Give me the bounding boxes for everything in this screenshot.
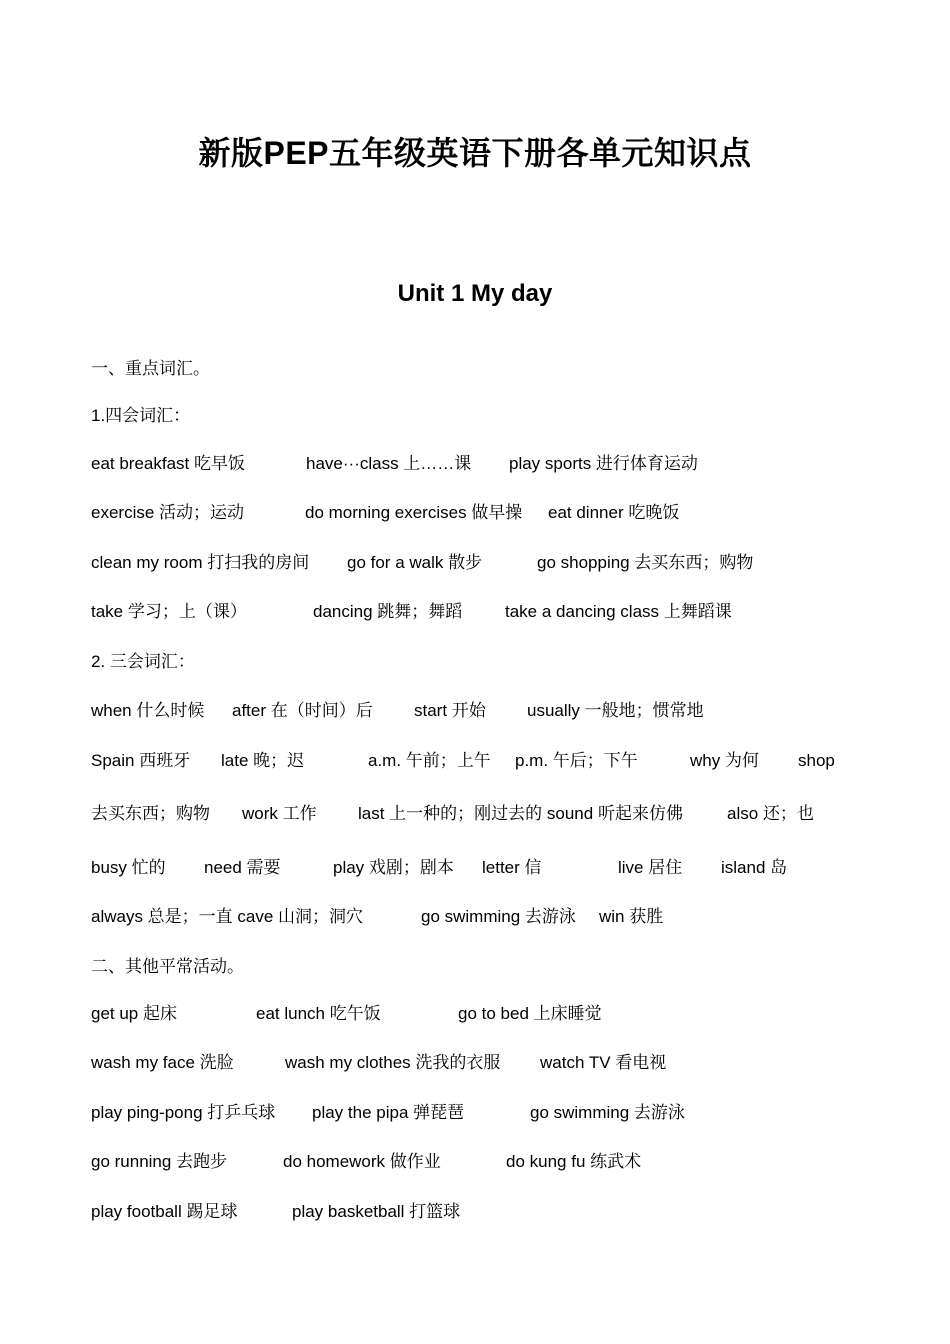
vocab-entry: exercise 活动；运动 (91, 503, 245, 522)
vocab-entry: Spain 西班牙 (91, 751, 191, 770)
vocab-entry: wash my face 洗脸 (91, 1053, 234, 1072)
vocab-entry: start 开始 (414, 701, 486, 720)
vocab-entry: island 岛 (721, 858, 788, 877)
unit-title: Unit 1 My day (397, 280, 553, 307)
vocab-entry: a.m. 午前；上午 (368, 751, 491, 770)
vocab-entry: live 居住 (618, 858, 683, 877)
vocab-entry: go swimming 去游泳 (530, 1103, 685, 1122)
vocab-entry: play the pipa 弹琵琶 (312, 1103, 465, 1122)
vocab-entry: late 晚；迟 (221, 751, 305, 770)
vocab-entry: need 需要 (204, 858, 281, 877)
vocab-entry: wash my clothes 洗我的衣服 (285, 1053, 501, 1072)
vocab-entry: watch TV 看电视 (540, 1053, 667, 1072)
vocab-entry: clean my room 打扫我的房间 (91, 553, 310, 572)
vocab-entry: go swimming 去游泳 (421, 907, 576, 926)
vocab-entry: shop (798, 751, 835, 770)
vocab-entry: do kung fu 练武术 (506, 1152, 642, 1171)
vocab-entry: last 上一种的；刚过去的 sound 听起来仿佛 (358, 804, 683, 823)
vocab-entry: go shopping 去买东西；购物 (537, 553, 754, 572)
vocab-entry: go to bed 上床睡觉 (458, 1004, 602, 1023)
vocab-entry: usually 一般地；惯常地 (527, 701, 704, 720)
subheading-three-skill-words: 2. 三会词汇： (91, 652, 195, 671)
vocab-entry: eat lunch 吃午饭 (256, 1004, 381, 1023)
vocab-entry: play sports 进行体育运动 (509, 454, 698, 473)
vocab-entry: go running 去跑步 (91, 1152, 228, 1171)
section-heading-other-activities: 二、其他平常活动。 (91, 957, 244, 976)
document-title: 新版PEP五年级英语下册各单元知识点 (198, 135, 752, 171)
vocab-entry: do homework 做作业 (283, 1152, 441, 1171)
subheading-four-skill-words: 1.四会词汇： (91, 406, 191, 425)
vocab-entry: play basketball 打篮球 (292, 1202, 461, 1221)
vocab-entry: why 为何 (690, 751, 759, 770)
vocab-entry: take a dancing class 上舞蹈课 (505, 602, 732, 621)
vocab-entry: 去买东西；购物 (91, 804, 210, 823)
vocab-entry: letter 信 (482, 858, 542, 877)
vocab-entry: go for a walk 散步 (347, 553, 483, 572)
vocab-entry: take 学习；上（课） (91, 602, 247, 621)
vocab-entry: always 总是；一直 cave 山洞；洞穴 (91, 907, 364, 926)
vocab-entry: get up 起床 (91, 1004, 177, 1023)
vocab-entry: win 获胜 (599, 907, 664, 926)
vocab-entry: play 戏剧；剧本 (333, 858, 454, 877)
vocab-entry: play football 踢足球 (91, 1202, 238, 1221)
vocab-entry: when 什么时候 (91, 701, 205, 720)
vocab-entry: play ping-pong 打乒乓球 (91, 1103, 276, 1122)
vocab-entry: eat dinner 吃晚饭 (548, 503, 680, 522)
vocab-entry: also 还；也 (727, 804, 814, 823)
vocab-entry: eat breakfast 吃早饭 (91, 454, 246, 473)
vocab-entry: do morning exercises 做早操 (305, 503, 523, 522)
vocab-entry: dancing 跳舞；舞蹈 (313, 602, 463, 621)
vocab-entry: work 工作 (242, 804, 317, 823)
vocab-entry: after 在（时间）后 (232, 701, 373, 720)
vocab-entry: busy 忙的 (91, 858, 166, 877)
vocab-entry: have···class 上……课 (306, 454, 472, 473)
section-heading-vocabulary: 一、重点词汇。 (91, 359, 210, 378)
vocab-entry: p.m. 午后；下午 (515, 751, 638, 770)
